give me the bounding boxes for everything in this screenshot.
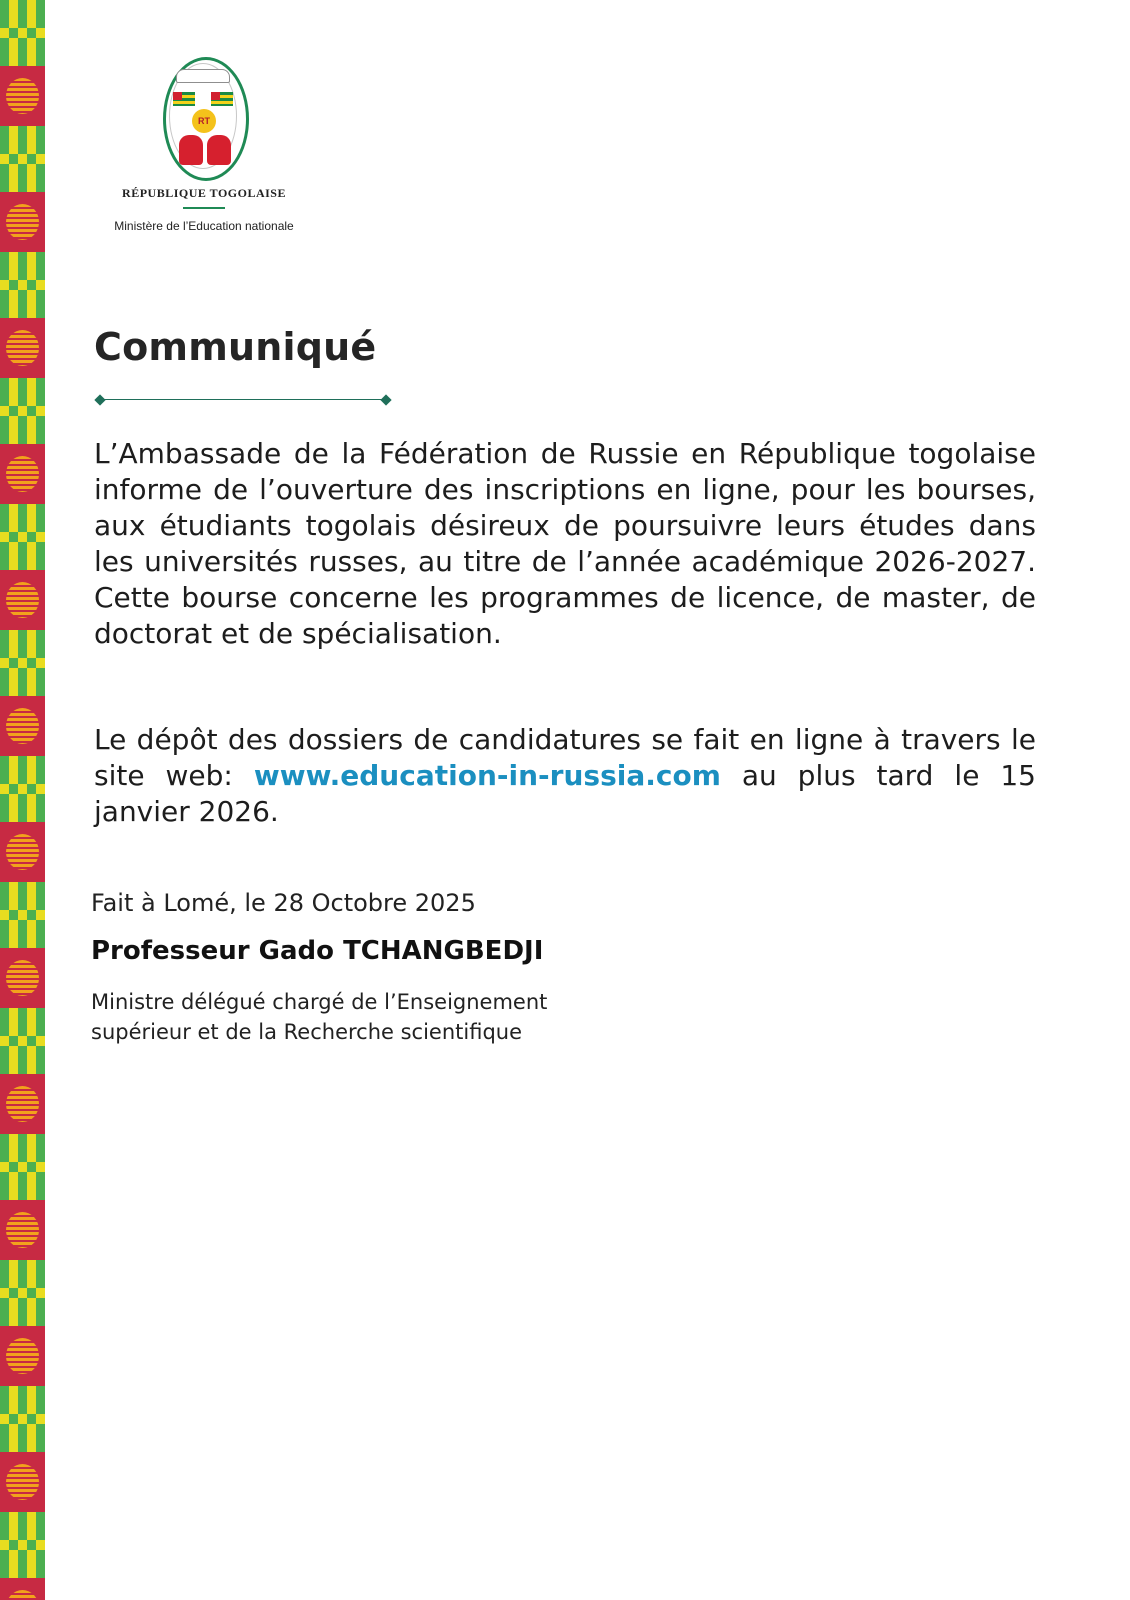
coat-of-arms-emblem	[163, 57, 249, 181]
website-link[interactable]: www.education-in-russia.com	[253, 759, 721, 792]
republic-name: RÉPUBLIQUE TOGOLAISE	[122, 186, 286, 200]
submission-text-start: Le dépôt des dossiers de candidatures se fait en ligne à travers le site web:	[94, 723, 1036, 792]
place-and-date: Fait à Lomé, le 28 Octobre 2025	[91, 889, 476, 917]
announcement-paragraph: L’Ambassade de la Fédération de Russie en République togolaise informe de l’ouverture des inscriptions en ligne, pour les bourses, aux étudiants togolais désireux de poursuivre leurs études dans les universités russes, au titre de l’année académique 2026-2027. Cette bourse concerne les programmes de licence, de master, de doctorat et de spécialisation.	[94, 437, 1036, 650]
header-divider	[183, 207, 225, 209]
ministry-name: Ministère de l’Education nationale	[114, 219, 294, 233]
signatory-role-line: supérieur et de la Recherche scientifique	[91, 1020, 523, 1044]
togo-flag-icon	[211, 92, 233, 106]
signatory-role-line: Ministre délégué chargé de l’Enseignement	[91, 990, 548, 1014]
lions-icon	[177, 135, 233, 167]
togo-flag-icon	[173, 92, 195, 106]
motto-ribbon-icon	[176, 69, 230, 83]
page-title: Communiqué	[94, 325, 377, 369]
title-divider	[96, 395, 390, 405]
kente-border-decoration	[0, 0, 45, 1600]
rt-monogram: RT	[192, 109, 216, 133]
signatory-role	[91, 987, 651, 1047]
submission-text-end: au plus tard le 15 janvier 2026.	[94, 759, 1037, 828]
signatory-name: Professeur Gado TCHANGBEDJI	[91, 936, 544, 966]
submission-paragraph	[94, 722, 1036, 830]
